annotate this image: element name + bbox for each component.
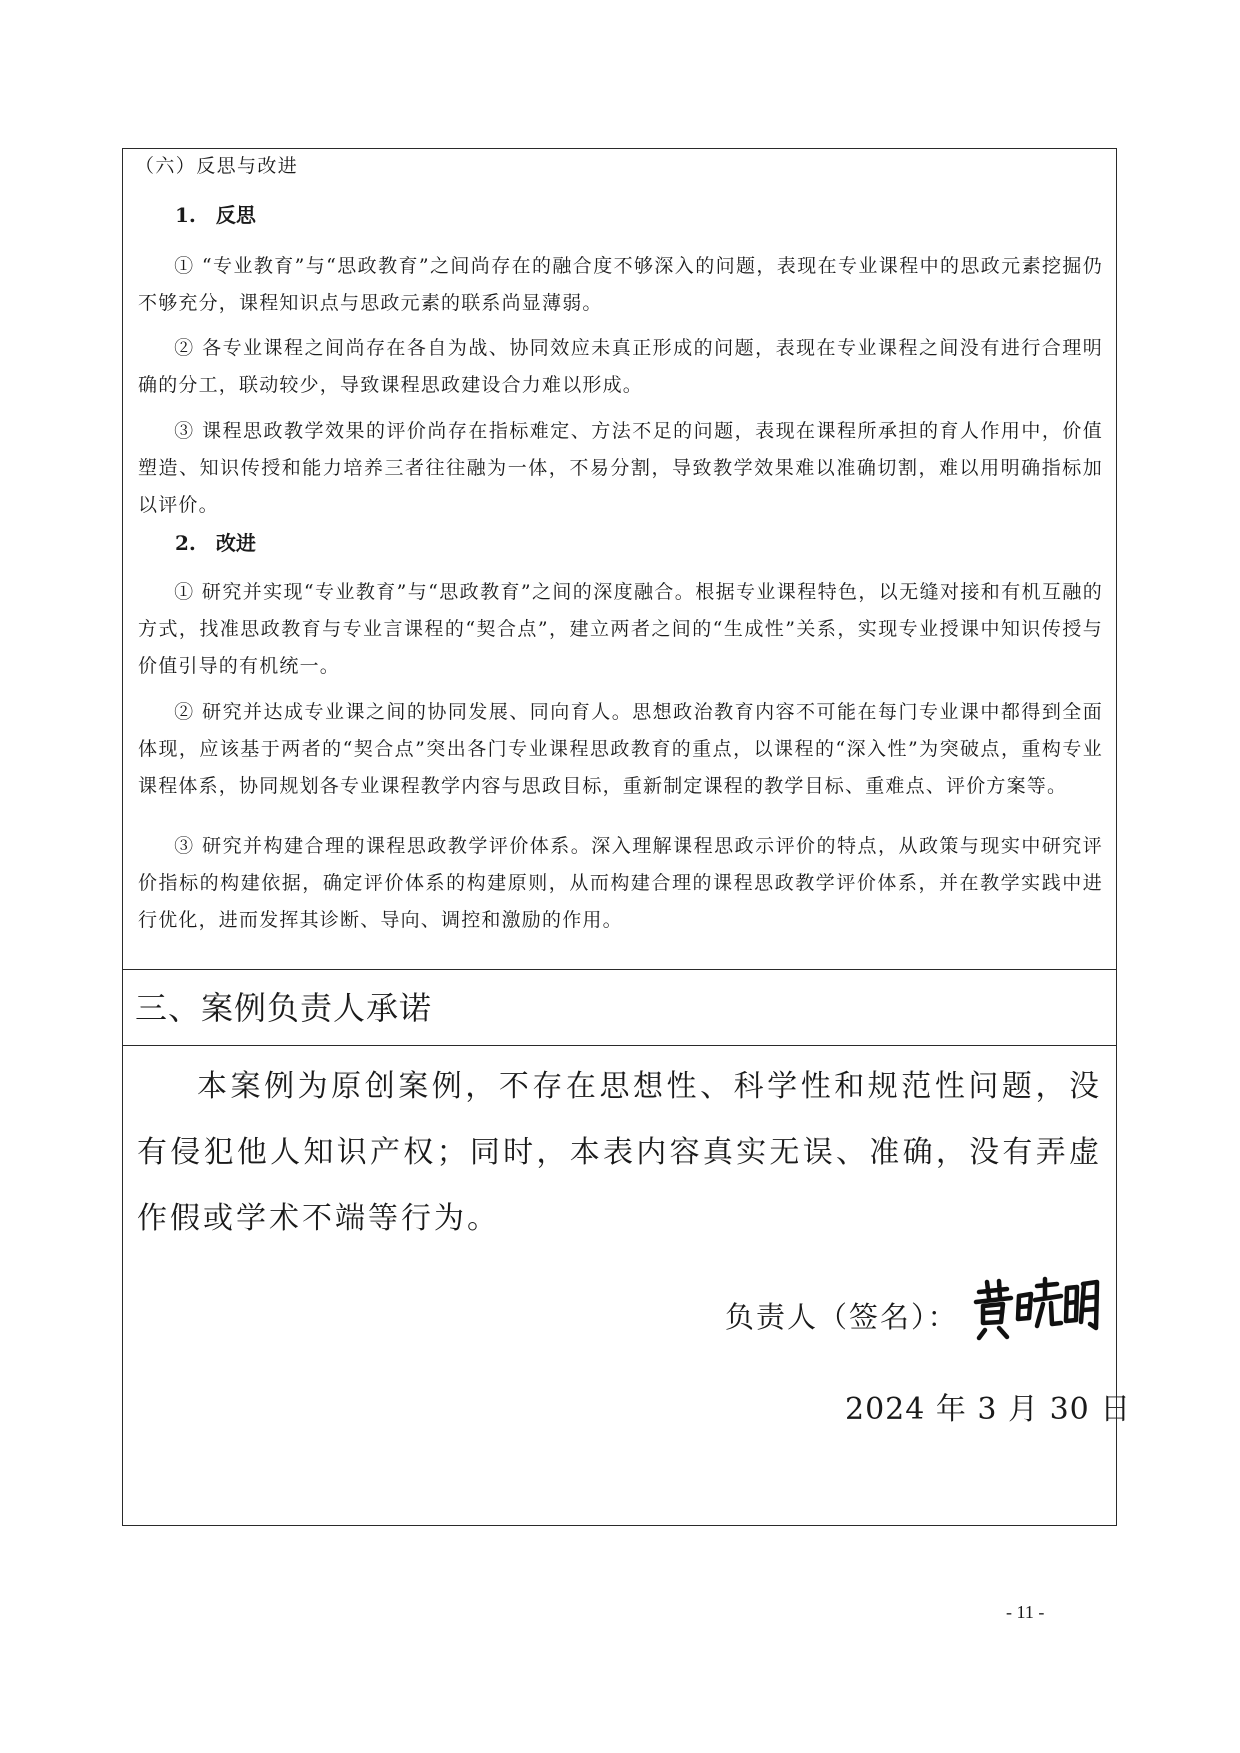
commitment-date: 2024 年 3 月 30 日: [845, 1392, 1132, 1427]
improvement-item-3: ③ 研究并构建合理的课程思政教学评价体系。深入理解课程思政示评价的特点，从政策与现实中研究评价指标的构建依据，确定评价体系的构建原则，从而构建合理的课程思政教学评价体系，并在教学实践中进行优化，进而发挥其诊断、导向、调控和激励的作用。: [138, 835, 1103, 931]
reflection-subtitle: 1. 反思: [175, 203, 256, 227]
reflection-item-1: ① “专业教育”与“思政教育”之间尚存在的融合度不够深入的问题，表现在专业课程中的思政元素挖掘仍不够充分，课程知识点与思政元素的联系尚显薄弱。: [138, 255, 1103, 314]
improvement-subtitle: 2. 改进: [175, 531, 256, 555]
improvement-item-2: ② 研究并达成专业课之间的协同发展、同向育人。思想政治教育内容不可能在每门专业课中都得到全面体现，应该基于两者的“契合点”突出各门专业课程思政教育的重点，以课程的“深入性”为突破点，重构专业课程体系，协同规划各专业课程教学内容与思政目标，重新制定课程的教学目标、重难点、评价方案等。: [138, 701, 1103, 797]
handwritten-signature: [973, 1276, 1103, 1346]
signature-label: 负责人（签名）：: [725, 1300, 959, 1334]
section-divider: [123, 969, 1116, 970]
improvement-item-1: ① 研究并实现“专业教育”与“思政教育”之间的深度融合。根据专业课程特色，以无缝对接和有机互融的方式，找准思政教育与专业言课程的“契合点”，建立两者之间的“生成性”关系，实现专业授课中知识传授与价值引导的有机统一。: [138, 581, 1103, 677]
reflection-item-2: ② 各专业课程之间尚存在各自为战、协同效应未真正形成的问题，表现在专业课程之间没有进行合理明确的分工，联动较少，导致课程思政建设合力难以形成。: [138, 337, 1103, 396]
title-divider: [123, 1045, 1116, 1046]
commitment-title: 三、案例负责人承诺: [135, 989, 433, 1027]
reflection-heading: （六）反思与改进: [135, 155, 299, 177]
page-number: - 11 -: [1006, 1602, 1045, 1622]
reflection-item-3: ③ 课程思政教学效果的评价尚存在指标难定、方法不足的问题，表现在课程所承担的育人作用中，价值塑造、知识传授和能力培养三者往往融为一体，不易分割，导致教学效果难以准确切割，难以用明确指标加以评价。: [138, 420, 1103, 516]
commitment-statement: 本案例为原创案例，不存在思想性、科学性和规范性问题，没有侵犯他人知识产权；同时，本表内容真实无误、准确，没有弄虚作假或学术不端等行为。: [137, 1069, 1102, 1236]
document-table: [122, 148, 1132, 1526]
